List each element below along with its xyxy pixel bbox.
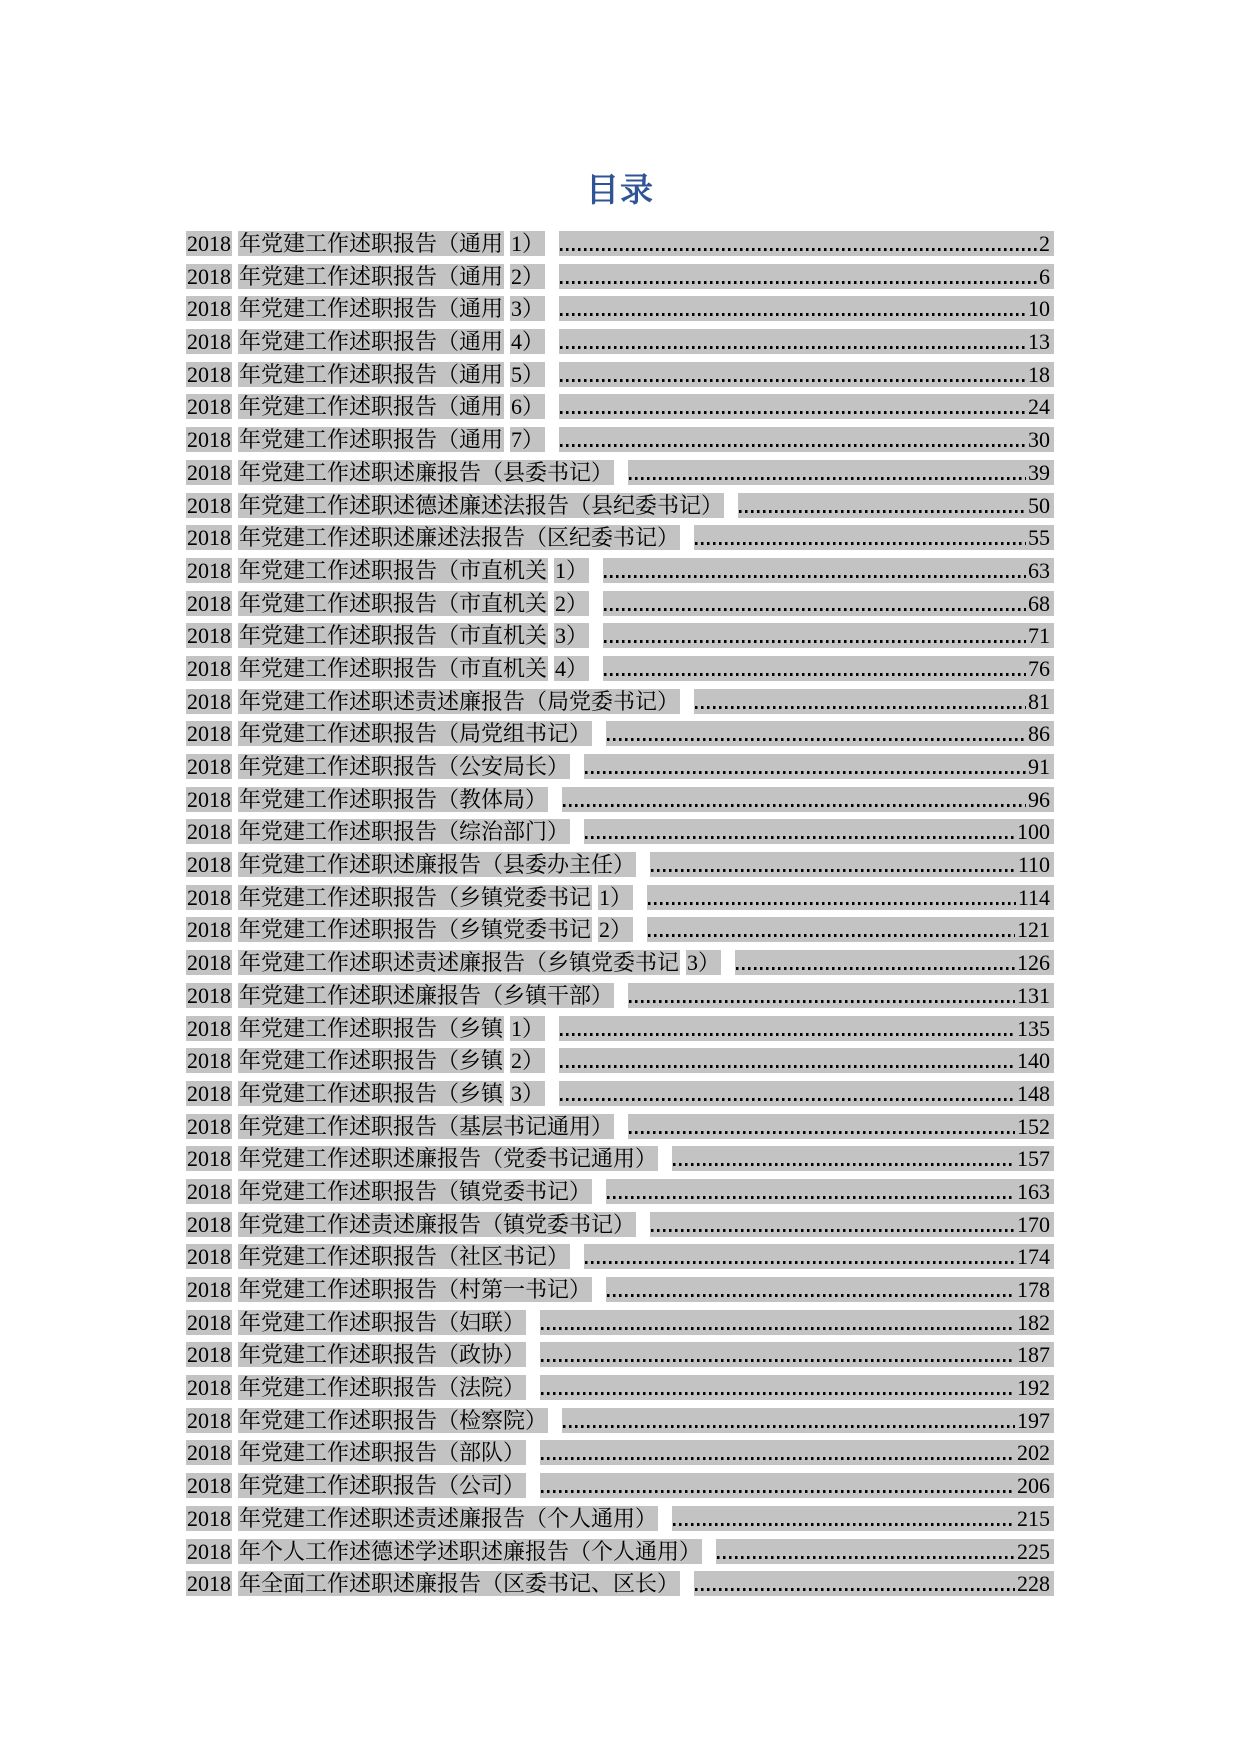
toc-entry[interactable] — [186, 296, 1054, 321]
toc-leader-dots — [584, 754, 1027, 779]
toc-entry-segment: 2018 — [187, 917, 231, 943]
toc-page-number: 2 — [1038, 231, 1054, 256]
toc-leader-dots — [694, 525, 1027, 550]
toc-entry-segment: 2018 — [187, 1375, 231, 1401]
toc-entry-segment: 2018 — [187, 492, 231, 518]
toc-entry-segment: 年党建工作述职报告（通用 — [239, 394, 504, 420]
toc-entry-title — [186, 1277, 592, 1302]
toc-entry-segment: 2） — [599, 917, 633, 943]
toc-entry-title — [186, 1114, 614, 1139]
toc-entry-title — [186, 1179, 592, 1204]
toc-page-number: 96 — [1027, 787, 1054, 812]
toc-entry-title — [186, 1244, 570, 1269]
toc-page-number: 71 — [1027, 623, 1054, 648]
toc-entry[interactable] — [186, 1048, 1054, 1073]
toc-entry[interactable] — [186, 525, 1054, 550]
toc-entry-segment: 年党建工作述职报告（教体局） — [239, 786, 548, 812]
toc-entry-segment: 2018 — [187, 394, 231, 420]
toc-page-number: 170 — [1016, 1212, 1054, 1237]
toc-leader-dots — [540, 1310, 1016, 1335]
toc-entry-segment: 年党建工作述职报告（妇联） — [239, 1309, 526, 1335]
toc-page-number: 140 — [1016, 1048, 1054, 1073]
toc-entry-title — [186, 1506, 658, 1531]
toc-page-number: 187 — [1016, 1342, 1054, 1367]
toc-entry[interactable] — [186, 1571, 1054, 1596]
toc-entry-segment: 3） — [511, 1080, 545, 1106]
toc-entry-segment: 2018 — [187, 852, 231, 878]
toc-leader-dots — [559, 329, 1027, 354]
toc-entry[interactable] — [186, 1277, 1054, 1302]
toc-entry-segment: 2018 — [187, 982, 231, 1008]
toc-leader-dots — [559, 1081, 1016, 1106]
toc-entry[interactable] — [186, 1114, 1054, 1139]
toc-entry-segment: 3） — [555, 623, 589, 649]
toc-leader-dots — [628, 460, 1027, 485]
toc-leader-dots — [559, 362, 1027, 387]
toc-page-number: 206 — [1016, 1473, 1054, 1498]
toc-entry-segment: 2018 — [187, 1407, 231, 1433]
toc-entry[interactable] — [186, 1506, 1054, 1531]
toc-entry[interactable] — [186, 591, 1054, 616]
toc-entry-title — [186, 950, 721, 975]
toc-entry-segment: 2018 — [187, 1277, 231, 1302]
toc-entry[interactable] — [186, 950, 1054, 975]
toc-page-number: 225 — [1016, 1539, 1054, 1564]
toc-entry-segment: 2018 — [187, 1244, 231, 1270]
toc-entry-segment: 年党建工作述职述廉述法报告（区纪委书记） — [239, 525, 680, 551]
toc-entry-segment: 2018 — [187, 1146, 231, 1172]
toc-entry-segment: 年党建工作述职报告（乡镇党委书记 — [239, 884, 592, 910]
toc-entry[interactable] — [186, 231, 1054, 256]
toc-page-number: 10 — [1027, 296, 1054, 321]
toc-leader-dots — [650, 1212, 1016, 1237]
toc-leader-dots — [647, 885, 1017, 910]
toc-page-number: 148 — [1016, 1081, 1054, 1106]
toc-entry-segment: 2018 — [187, 655, 231, 681]
toc-entry-segment: 年党建工作述职述廉报告（党委书记通用） — [239, 1146, 658, 1172]
toc-entry-segment: 年党建工作述职报告（公安局长） — [239, 754, 570, 779]
toc-entry-segment: 2018 — [187, 557, 231, 583]
toc-entry-title — [186, 1408, 548, 1433]
toc-leader-dots — [559, 394, 1027, 419]
toc-entry[interactable] — [186, 427, 1054, 452]
toc-entry-title — [186, 460, 614, 485]
toc-leader-dots — [559, 264, 1038, 289]
toc-page-number: 63 — [1027, 558, 1054, 583]
toc-entry-segment: 年党建工作述职述责述廉报告（乡镇党委书记 — [239, 950, 680, 976]
toc-entry-segment: 2018 — [187, 296, 231, 322]
toc-entry-title — [186, 1571, 680, 1596]
toc-entry-segment: 年全面工作述职述廉报告（区委书记、区长） — [239, 1571, 680, 1597]
toc-page-number: 157 — [1016, 1146, 1054, 1171]
toc-leader-dots — [606, 1277, 1016, 1302]
toc-leader-dots — [603, 623, 1027, 648]
toc-leader-dots — [647, 917, 1016, 942]
toc-page-number: 126 — [1016, 950, 1054, 975]
toc-entry-segment: 年党建工作述职报告（乡镇党委书记 — [239, 917, 592, 943]
toc-entry-segment: 1） — [599, 884, 633, 910]
toc-entry[interactable] — [186, 1146, 1054, 1171]
toc-entry[interactable] — [186, 264, 1054, 289]
toc-entry-segment: 年党建工作述职报告（市直机关 — [239, 557, 548, 583]
toc-entry[interactable] — [186, 1375, 1054, 1400]
toc-leader-dots — [694, 1571, 1016, 1596]
toc-page-number: 135 — [1016, 1016, 1054, 1041]
toc-page-number: 39 — [1027, 460, 1054, 485]
toc-entry[interactable] — [186, 460, 1054, 485]
toc-leader-dots — [584, 819, 1016, 844]
toc-entry-segment: 2018 — [187, 819, 231, 845]
toc-leader-dots — [559, 427, 1027, 452]
toc-entry-segment: 5） — [511, 361, 545, 387]
toc-leader-dots — [562, 1408, 1016, 1433]
toc-entry-segment: 1） — [511, 231, 545, 256]
toc-page-number: 55 — [1027, 525, 1054, 550]
toc-entry-segment: 2018 — [187, 721, 231, 747]
toc-page-number: 18 — [1027, 362, 1054, 387]
toc-leader-dots — [559, 1016, 1016, 1041]
toc-entry-segment: 2） — [511, 1048, 545, 1074]
toc-entry-title — [186, 1016, 545, 1041]
toc-page-number: 121 — [1016, 917, 1054, 942]
toc-page-number: 174 — [1016, 1244, 1054, 1269]
toc-entry[interactable] — [186, 1179, 1054, 1204]
toc-leader-dots — [672, 1506, 1016, 1531]
toc-leader-dots — [603, 656, 1027, 681]
toc-entry-segment: 年党建工作述职报告（镇党委书记） — [239, 1178, 592, 1204]
toc-entry-title — [186, 1440, 526, 1465]
toc-leader-dots — [540, 1473, 1016, 1498]
toc-leader-dots — [628, 1114, 1016, 1139]
toc-entry-segment: 2018 — [187, 754, 231, 779]
toc-page-number: 228 — [1016, 1571, 1054, 1596]
toc-entry-segment: 年党建工作述职述廉报告（乡镇干部） — [239, 982, 614, 1008]
toc-entry-title — [186, 296, 545, 321]
toc-entry-segment: 年党建工作述职报告（村第一书记） — [239, 1277, 592, 1302]
toc-entry-segment: 年党建工作述职述责述廉报告（个人通用） — [239, 1505, 658, 1531]
toc-entry[interactable] — [186, 558, 1054, 583]
toc-list — [186, 231, 1054, 1604]
toc-entry-segment: 2018 — [187, 623, 231, 649]
toc-entry[interactable] — [186, 1539, 1054, 1564]
toc-entry-title — [186, 852, 636, 877]
toc-leader-dots — [650, 852, 1017, 877]
toc-entry-segment: 2018 — [187, 361, 231, 387]
toc-entry-segment: 年党建工作述职报告（通用 — [239, 296, 504, 322]
toc-page-number: 76 — [1027, 656, 1054, 681]
toc-page-number: 197 — [1016, 1408, 1054, 1433]
toc-page-number: 152 — [1016, 1114, 1054, 1139]
toc-entry-segment: 2018 — [187, 1080, 231, 1106]
toc-entry[interactable] — [186, 1342, 1054, 1367]
toc-leader-dots — [603, 591, 1027, 616]
toc-entry-segment: 2） — [555, 590, 589, 616]
toc-entry-segment: 2018 — [187, 231, 231, 256]
toc-leader-dots — [540, 1342, 1016, 1367]
toc-entry[interactable] — [186, 1016, 1054, 1041]
toc-entry[interactable] — [186, 1081, 1054, 1106]
toc-entry-title — [186, 1539, 702, 1564]
toc-entry[interactable] — [186, 394, 1054, 419]
toc-entry[interactable] — [186, 1473, 1054, 1498]
toc-entry-title — [186, 591, 589, 616]
toc-entry[interactable] — [186, 623, 1054, 648]
toc-entry-title — [186, 1212, 636, 1237]
toc-entry-segment: 年党建工作述职报告（检察院） — [239, 1407, 548, 1433]
toc-page-number: 68 — [1027, 591, 1054, 616]
toc-entry-segment: 1） — [511, 1015, 545, 1041]
toc-entry-segment: 2018 — [187, 1505, 231, 1531]
toc-entry-segment: 1） — [555, 557, 589, 583]
toc-leader-dots — [603, 558, 1027, 583]
toc-entry[interactable] — [186, 362, 1054, 387]
toc-page-number: 178 — [1016, 1277, 1054, 1302]
toc-entry-title — [186, 656, 589, 681]
toc-entry-segment: 4） — [555, 655, 589, 681]
toc-entry-segment: 2018 — [187, 1342, 231, 1368]
toc-entry-segment: 年党建工作述职报告（通用 — [239, 361, 504, 387]
toc-entry[interactable] — [186, 656, 1054, 681]
toc-entry-segment: 2018 — [187, 427, 231, 453]
toc-entry-title — [186, 1342, 526, 1367]
toc-leader-dots — [672, 1146, 1016, 1171]
toc-page-number: 91 — [1027, 754, 1054, 779]
toc-leader-dots — [606, 721, 1027, 746]
toc-entry[interactable] — [186, 819, 1054, 844]
toc-page-number: 182 — [1016, 1310, 1054, 1335]
toc-page-number: 110 — [1017, 852, 1054, 877]
toc-entry[interactable] — [186, 787, 1054, 812]
toc-entry-title — [186, 1048, 545, 1073]
toc-entry-title — [186, 1375, 526, 1400]
toc-leader-dots — [606, 1179, 1016, 1204]
toc-leader-dots — [540, 1440, 1016, 1465]
toc-entry-title — [186, 329, 545, 354]
toc-entry-segment: 年党建工作述职报告（基层书记通用） — [239, 1113, 614, 1139]
toc-leader-dots — [628, 983, 1016, 1008]
toc-entry[interactable] — [186, 1310, 1054, 1335]
toc-entry-segment: 年党建工作述职报告（部队） — [239, 1440, 526, 1466]
toc-entry-segment: 年党建工作述职报告（乡镇 — [239, 1080, 504, 1106]
toc-entry-title — [186, 1146, 658, 1171]
toc-entry-title — [186, 885, 633, 910]
toc-entry-segment: 2018 — [187, 1015, 231, 1041]
toc-leader-dots — [738, 493, 1027, 518]
toc-page-number: 30 — [1027, 427, 1054, 452]
toc-page-number: 86 — [1027, 721, 1054, 746]
toc-entry-title — [186, 1081, 545, 1106]
toc-entry-title — [186, 427, 545, 452]
toc-entry[interactable] — [186, 1212, 1054, 1237]
toc-page-number: 163 — [1016, 1179, 1054, 1204]
toc-page-number: 6 — [1038, 264, 1054, 289]
toc-entry-title — [186, 1473, 526, 1498]
toc-entry-title — [186, 558, 589, 583]
toc-entry-segment: 4） — [511, 329, 545, 355]
toc-leader-dots — [562, 787, 1027, 812]
toc-entry-segment: 年党建工作述职报告（乡镇 — [239, 1015, 504, 1041]
toc-entry-segment: 年党建工作述职报告（社区书记） — [239, 1244, 570, 1270]
toc-entry-segment: 年党建工作述职报告（通用 — [239, 231, 504, 256]
toc-entry-segment: 年党建工作述职报告（通用 — [239, 329, 504, 355]
toc-entry-segment: 2018 — [187, 590, 231, 616]
toc-entry-segment: 7） — [511, 427, 545, 453]
toc-page-number: 50 — [1027, 493, 1054, 518]
toc-entry[interactable] — [186, 689, 1054, 714]
toc-leader-dots — [559, 296, 1027, 321]
toc-leader-dots — [540, 1375, 1016, 1400]
toc-entry-title — [186, 525, 680, 550]
toc-page-number: 192 — [1016, 1375, 1054, 1400]
toc-entry-segment: 年党建工作述职报告（乡镇 — [239, 1048, 504, 1074]
toc-entry-segment: 2018 — [187, 459, 231, 485]
toc-entry-segment: 2018 — [187, 1113, 231, 1139]
toc-entry-segment: 年党建工作述职述廉报告（县委办主任） — [239, 852, 636, 878]
toc-entry-title — [186, 493, 724, 518]
toc-entry-segment: 3） — [687, 950, 721, 976]
toc-entry-title — [186, 1310, 526, 1335]
toc-page-number: 100 — [1016, 819, 1054, 844]
toc-page-number: 13 — [1027, 329, 1054, 354]
toc-entry[interactable] — [186, 983, 1054, 1008]
toc-entry-segment: 2018 — [187, 329, 231, 355]
toc-entry-segment: 2018 — [187, 525, 231, 551]
toc-entry-segment: 年党建工作述职报告（通用 — [239, 427, 504, 453]
toc-entry-segment: 年党建工作述职报告（政协） — [239, 1342, 526, 1368]
toc-leader-dots — [716, 1539, 1016, 1564]
toc-entry-segment: 年党建工作述职述责述廉报告（局党委书记） — [239, 688, 680, 714]
toc-entry-segment: 2018 — [187, 1178, 231, 1204]
toc-entry-segment: 2018 — [187, 884, 231, 910]
toc-entry-segment: 年党建工作述职报告（通用 — [239, 263, 504, 289]
toc-entry-segment: 2018 — [187, 1211, 231, 1237]
toc-entry-segment: 6） — [511, 394, 545, 420]
toc-entry-segment: 年党建工作述责述廉报告（镇党委书记） — [239, 1211, 636, 1237]
toc-entry-title — [186, 787, 548, 812]
toc-entry-title — [186, 264, 545, 289]
toc-entry-title — [186, 689, 680, 714]
toc-entry-segment: 年党建工作述职报告（市直机关 — [239, 623, 548, 649]
toc-entry-segment: 年党建工作述职报告（法院） — [239, 1375, 526, 1401]
toc-page-number: 114 — [1017, 885, 1054, 910]
toc-page-number: 24 — [1027, 394, 1054, 419]
toc-entry-segment: 年党建工作述职述德述廉述法报告（县纪委书记） — [239, 492, 724, 518]
toc-entry-segment: 2018 — [187, 1473, 231, 1499]
toc-entry-title — [186, 983, 614, 1008]
toc-entry-title — [186, 362, 545, 387]
toc-entry-segment: 年党建工作述职报告（市直机关 — [239, 655, 548, 681]
toc-entry-title — [186, 623, 589, 648]
toc-entry[interactable] — [186, 721, 1054, 746]
toc-entry-segment: 2018 — [187, 1571, 231, 1597]
toc-entry[interactable] — [186, 754, 1054, 779]
toc-entry-title — [186, 754, 570, 779]
toc-entry[interactable] — [186, 852, 1054, 877]
toc-entry[interactable] — [186, 1244, 1054, 1269]
toc-entry-segment: 2018 — [187, 263, 231, 289]
toc-entry[interactable] — [186, 885, 1054, 910]
toc-entry-segment: 年党建工作述职报告（公司） — [239, 1473, 526, 1499]
toc-leader-dots — [694, 689, 1027, 714]
toc-page-number: 131 — [1016, 983, 1054, 1008]
toc-page-number: 202 — [1016, 1440, 1054, 1465]
toc-entry-segment: 2018 — [187, 950, 231, 976]
toc-leader-dots — [559, 231, 1038, 256]
toc-entry-segment: 年党建工作述职述廉报告（县委书记） — [239, 459, 614, 485]
toc-entry-segment: 2018 — [187, 1048, 231, 1074]
toc-entry-title — [186, 917, 633, 942]
toc-page-number: 215 — [1016, 1506, 1054, 1531]
toc-leader-dots — [559, 1048, 1016, 1073]
toc-title: 目录 — [586, 171, 654, 208]
toc-entry-segment: 2018 — [187, 1538, 231, 1564]
toc-leader-dots — [584, 1244, 1016, 1269]
toc-entry-segment: 年党建工作述职报告（综治部门） — [239, 819, 570, 845]
toc-entry-segment: 年个人工作述德述学述职述廉报告（个人通用） — [239, 1538, 702, 1564]
toc-entry-title — [186, 819, 570, 844]
toc-entry-segment: 2） — [511, 263, 545, 289]
toc-entry-segment: 2018 — [187, 688, 231, 714]
toc-entry-segment: 2018 — [187, 786, 231, 812]
toc-entry-title — [186, 721, 592, 746]
toc-entry-segment: 2018 — [187, 1440, 231, 1466]
toc-entry-title — [186, 231, 545, 256]
toc-entry-segment: 2018 — [187, 1309, 231, 1335]
toc-entry[interactable] — [186, 1408, 1054, 1433]
toc-entry-title — [186, 394, 545, 419]
toc-entry[interactable] — [186, 329, 1054, 354]
toc-entry[interactable] — [186, 1440, 1054, 1465]
toc-entry-segment: 年党建工作述职报告（市直机关 — [239, 590, 548, 616]
toc-leader-dots — [735, 950, 1016, 975]
toc-entry[interactable] — [186, 493, 1054, 518]
toc-entry-segment: 3） — [511, 296, 545, 322]
toc-entry-segment: 年党建工作述职报告（局党组书记） — [239, 721, 592, 747]
toc-entry[interactable] — [186, 917, 1054, 942]
toc-page-number: 81 — [1027, 689, 1054, 714]
